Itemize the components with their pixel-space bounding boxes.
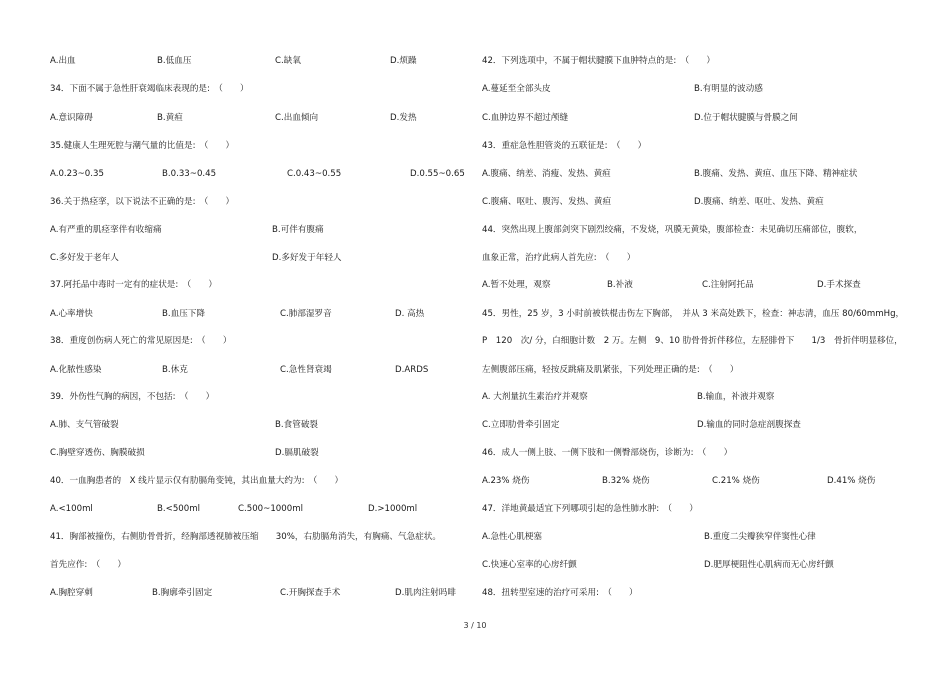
answer-option: C.急性肾衰竭 — [280, 365, 332, 375]
answer-option: C.立即肋骨牵引固定 — [482, 420, 560, 430]
answer-option: D.手术探查 — [817, 280, 861, 290]
answer-option: D.腹痛、纳差、呕吐、发热、黄疸 — [694, 197, 824, 207]
answer-option: D.0.55~0.65 — [410, 169, 465, 179]
answer-option: B.重度二尖瓣狭窄伴窦性心律 — [704, 532, 816, 542]
answer-option: A.有严重的肌痉挛伴有收缩痛 — [50, 225, 162, 235]
answer-option: C.腹痛、呕吐、腹泻、发热、黄疸 — [482, 197, 612, 207]
question-text: 37.阿托品中毒时一定有的症状是: （ ） — [50, 280, 217, 290]
answer-option: C.0.43~0.55 — [287, 169, 342, 179]
question-text: 38．重度创伤病人死亡的常见原因是: （ ） — [50, 336, 232, 346]
answer-option: B.休克 — [162, 365, 188, 375]
answer-option: D.41% 烧伤 — [827, 476, 876, 486]
answer-option: A.23% 烧伤 — [482, 476, 530, 486]
answer-option: B.补液 — [607, 280, 633, 290]
question-text: 40．一血胸患者的 X 线片显示仅有肋膈角变钝，其出血量大约为: （ ） — [50, 476, 344, 486]
answer-option: D.肥厚梗阻性心肌病而无心房纤颤 — [704, 560, 834, 570]
answer-option: A.出血 — [50, 56, 76, 66]
answer-option: D. 高热 — [395, 309, 425, 319]
answer-option: A.腹痛、纳差、消瘦、发热、黄疸 — [482, 169, 611, 179]
answer-option: A.<100ml — [50, 504, 93, 514]
answer-option: D.ARDS — [395, 365, 429, 375]
answer-option: D.>1000ml — [368, 504, 418, 514]
question-text: 左侧腹部压痛，轻按反跳痛及肌紧张，下列处理正确的是: （ ） — [482, 365, 739, 375]
answer-option: B.32% 烧伤 — [602, 476, 650, 486]
answer-option: B.0.33~0.45 — [162, 169, 217, 179]
answer-option: B.低血压 — [157, 56, 192, 66]
answer-option: B.血压下降 — [162, 309, 206, 319]
answer-option: B.腹痛、发热、黄疸、血压下降、精神症状 — [694, 169, 858, 179]
question-text: 42．下列选项中，不属于帽状腱膜下血肿特点的是: （ ） — [482, 56, 715, 66]
answer-option: A.暂不处理，观察 — [482, 280, 551, 290]
answer-option: A.胸腔穿刺 — [50, 588, 93, 598]
answer-option: B.食管破裂 — [275, 420, 319, 430]
answer-option: C.多好发于老年人 — [50, 253, 119, 263]
answer-option: C.开胸探查手术 — [280, 588, 341, 598]
question-text: 46．成人一侧上肢、一侧下肢和一侧臀部烧伤，诊断为: （ ） — [482, 448, 733, 458]
answer-option: A.肺、支气管破裂 — [50, 420, 119, 430]
page-number: 3 / 10 — [463, 621, 487, 630]
answer-option: B.有明显的波动感 — [694, 84, 763, 94]
answer-option: D.膈肌破裂 — [275, 448, 319, 458]
question-text: 44．突然出现上腹部剑突下剧烈绞痛，不发烧，巩膜无黄染，腹部检查：未见确切压痛部位，腹软， — [482, 225, 863, 235]
answer-option: D.位于帽状腱膜与骨膜之间 — [694, 113, 798, 123]
question-text: 血象正常，治疗此病人首先应: （ ） — [482, 253, 636, 263]
answer-option: A. 大剂量抗生素治疗并观察 — [482, 392, 588, 402]
answer-option: D.输血的同时急症剖腹探查 — [697, 420, 801, 430]
question-text: P 120 次/ 分，白细胞计数 2 万。左侧 9、10 肋骨骨折伴移位，左胫腓骨下 1/3 骨折伴明显移位， — [482, 336, 903, 346]
question-text: 41．胸部被撞伤，右侧肋骨骨折，经胸部透视肺被压缩 30%，右肋膈角消失，有胸痛、气急症状。 — [50, 532, 441, 542]
question-text: 36.关于热痉挛，以下说法不正确的是: （ ） — [50, 197, 235, 207]
question-text: 首先应作: （ ） — [50, 560, 126, 570]
answer-option: A.意识障碍 — [50, 113, 93, 123]
answer-option: B.<500ml — [157, 504, 200, 514]
answer-option: B.胸廓牵引固定 — [152, 588, 213, 598]
answer-option: A.心率增快 — [50, 309, 93, 319]
answer-option: A.蔓延至全部头皮 — [482, 84, 551, 94]
answer-option: A.化脓性感染 — [50, 365, 102, 375]
answer-option: A.0.23~0.35 — [50, 169, 104, 179]
question-text: 35.健康人生理死腔与潮气量的比值是: （ ） — [50, 141, 235, 151]
question-text: 48．扭转型室速的治疗可采用: （ ） — [482, 588, 638, 598]
answer-option: D.多好发于年轻人 — [272, 253, 342, 263]
question-text: 45．男性，25 岁，3 小时前被铁棍击伤左下胸部， 并从 3 米高处跌下，检查：神志清，血压 80/60mmHg， — [482, 309, 905, 319]
question-text: 39．外伤性气胸的病因，不包括: （ ） — [50, 392, 215, 402]
answer-option: D.发热 — [390, 113, 417, 123]
answer-option: C.快速心室率的心房纤颤 — [482, 560, 577, 570]
answer-option: C.肺部湿罗音 — [280, 309, 332, 319]
answer-option: B.可伴有腹痛 — [272, 225, 324, 235]
answer-option: D.烦躁 — [390, 56, 417, 66]
question-text: 34．下面不属于急性肝衰竭临床表现的是: （ ） — [50, 84, 249, 94]
answer-option: C.缺氧 — [275, 56, 301, 66]
answer-option: D.肌肉注射吗啡 — [395, 588, 456, 598]
question-text: 43．重症急性胆管炎的五联征是: （ ） — [482, 141, 647, 151]
answer-option: B.黄疸 — [157, 113, 183, 123]
answer-option: C.注射阿托品 — [702, 280, 754, 290]
question-text: 47．洋地黄最适宜下列哪项引起的急性肺水肿: （ ） — [482, 504, 698, 514]
answer-option: C.21% 烧伤 — [712, 476, 760, 486]
answer-option: A.急性心肌梗塞 — [482, 532, 543, 542]
answer-option: B.输血，补液并观察 — [697, 392, 775, 402]
answer-option: C.血肿边界不超过颅缝 — [482, 113, 569, 123]
answer-option: C.胸壁穿透伤、胸膜破损 — [50, 448, 145, 458]
answer-option: C.500~1000ml — [238, 504, 303, 514]
answer-option: C.出血倾向 — [275, 113, 319, 123]
